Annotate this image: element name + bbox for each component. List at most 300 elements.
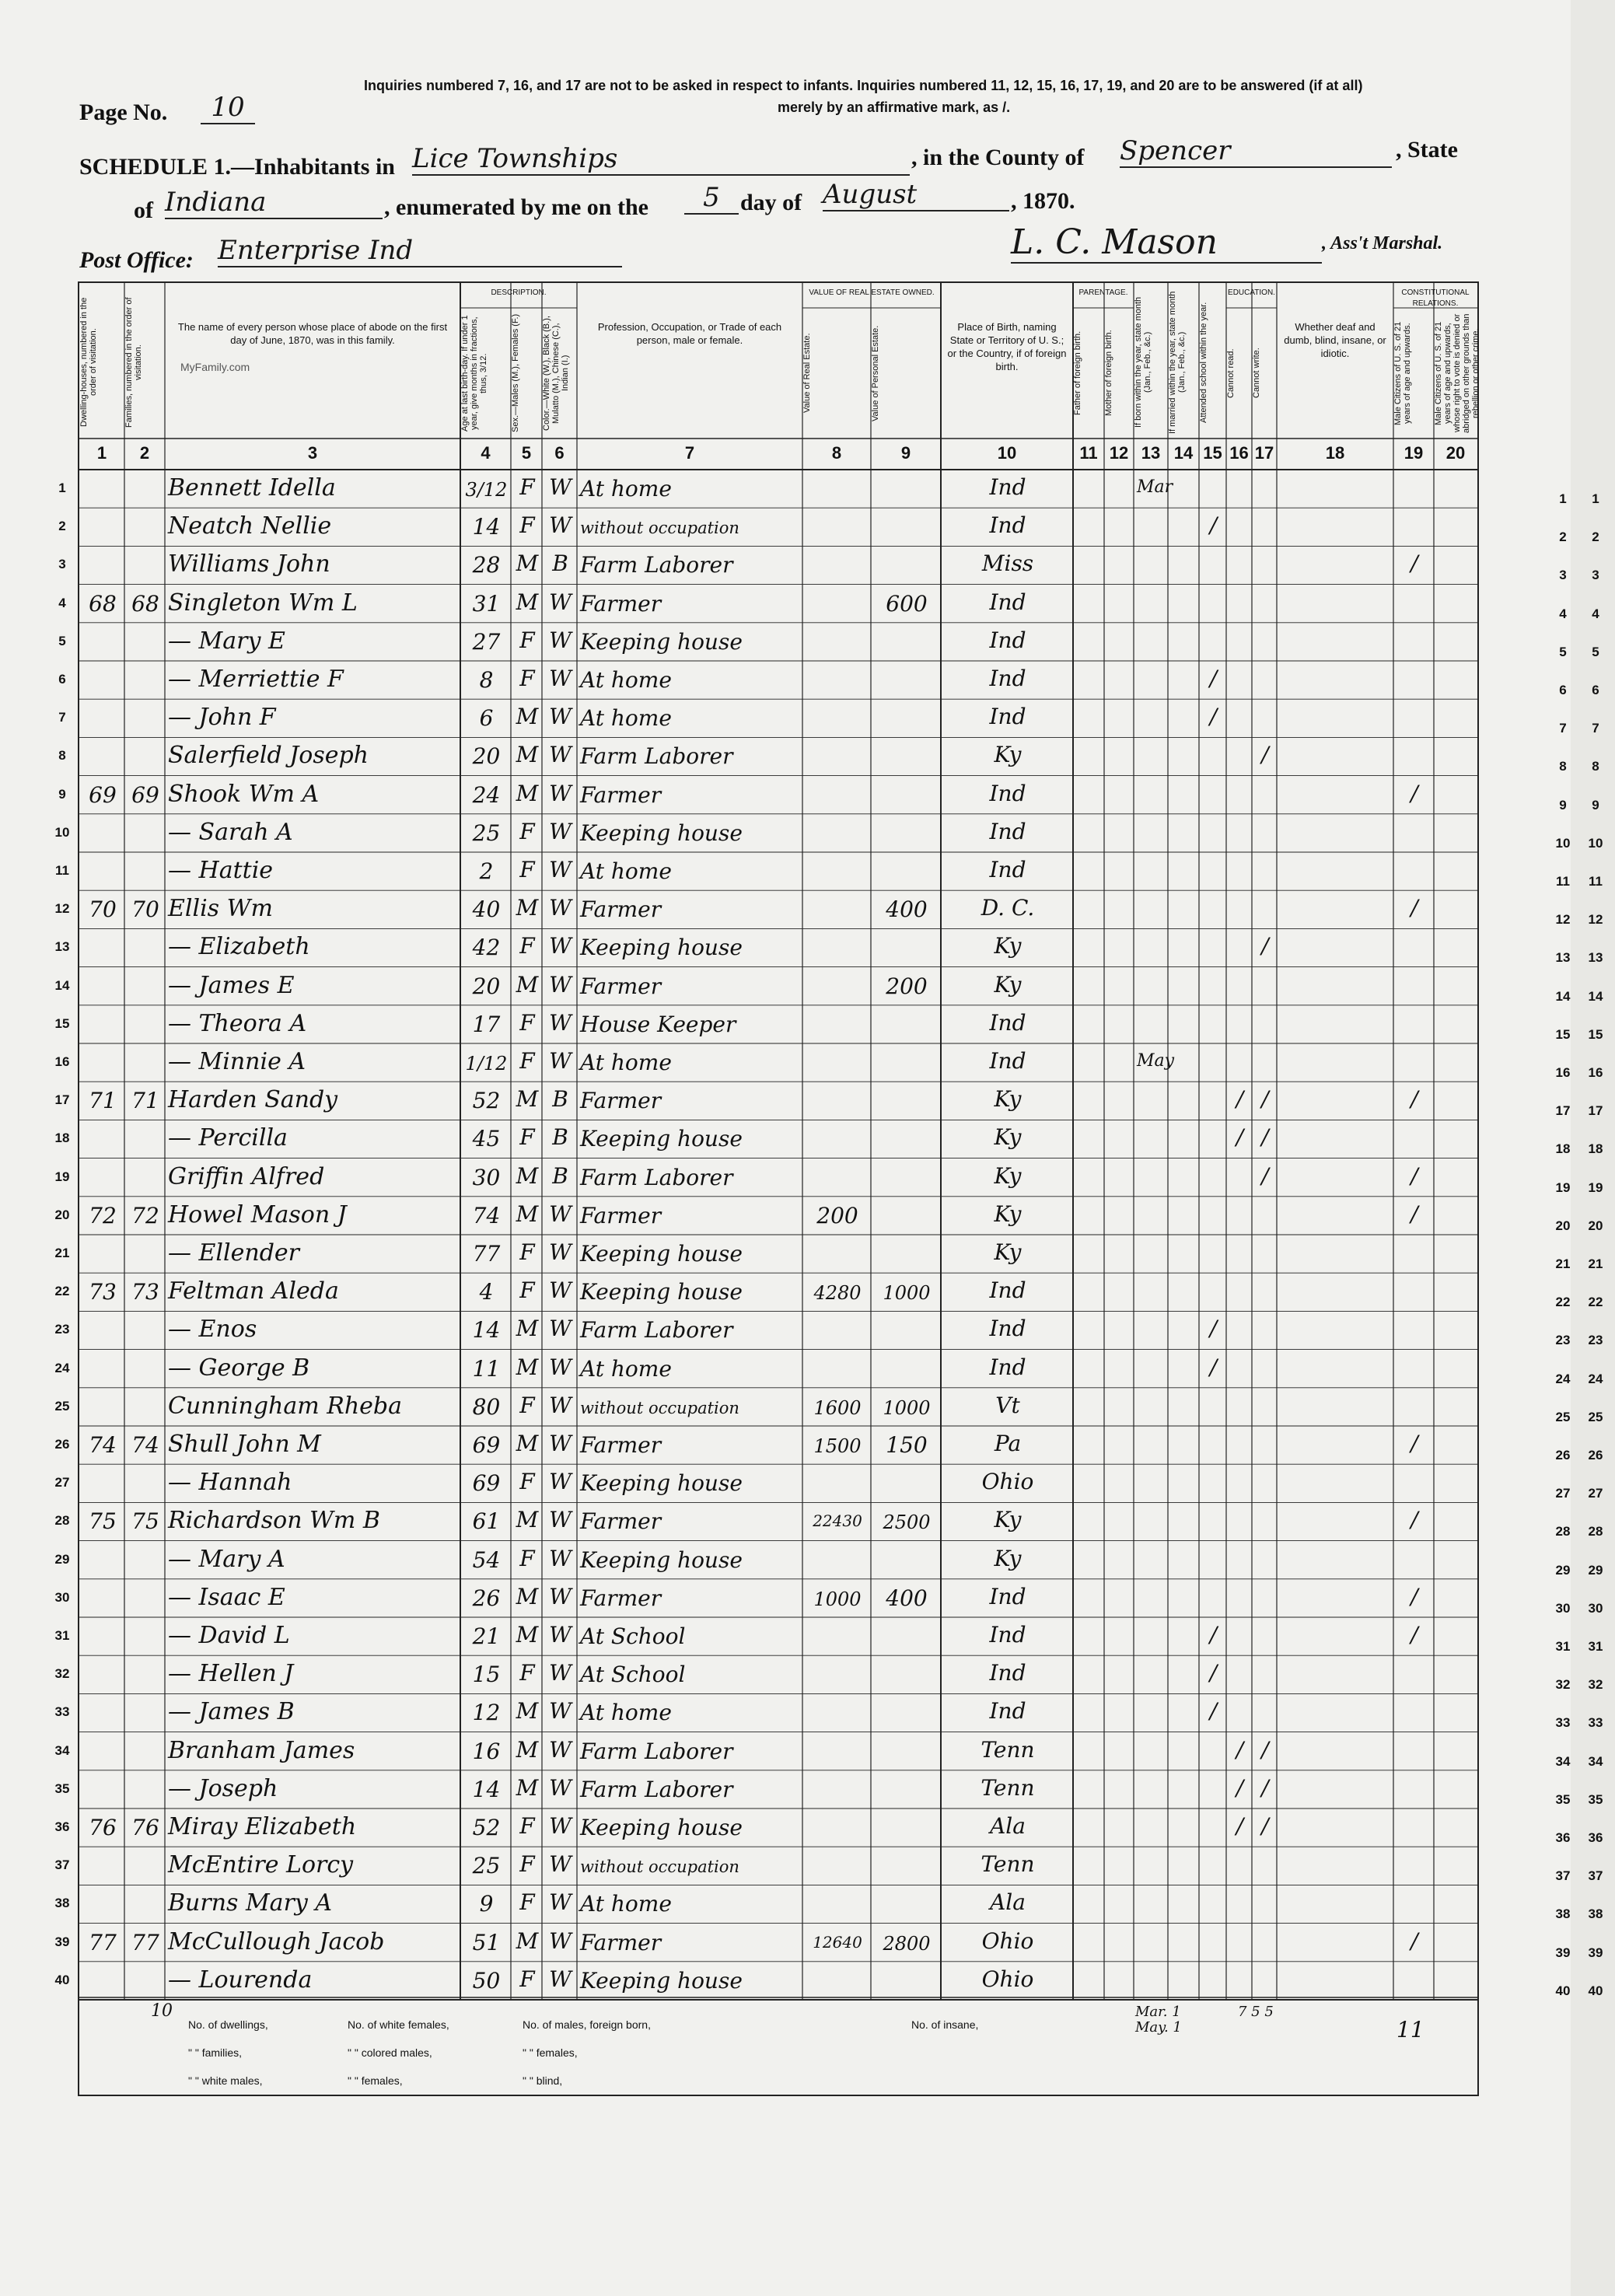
column-header-15: Attended school within the year.: [1199, 302, 1208, 423]
personal-estate-value: 400: [886, 1585, 928, 1611]
left-line-number: 18: [54, 1131, 70, 1146]
person-name: Salerfield Joseph: [168, 742, 369, 770]
person-name: Harden Sandy: [168, 1086, 338, 1114]
footer-tally-19: 11: [1397, 2017, 1424, 2043]
age: 52: [472, 1088, 501, 1114]
post-office-value: Enterprise Ind: [218, 235, 622, 267]
age: 80: [472, 1393, 501, 1420]
cannot-write: /: [1261, 1162, 1269, 1189]
sex: M: [516, 1162, 539, 1189]
family-number: 74: [131, 1432, 159, 1458]
age: 21: [472, 1623, 501, 1649]
age: 54: [472, 1546, 501, 1573]
color: B: [552, 1086, 568, 1113]
group-header-value-real-estate: VALUE OF REAL ESTATE OWNED.: [809, 288, 935, 297]
color: W: [549, 589, 572, 615]
age: 4: [479, 1279, 494, 1305]
right-line-number-b: 19: [1588, 1179, 1603, 1195]
right-line-number-a: 16: [1555, 1065, 1571, 1080]
cannot-read: /: [1236, 1124, 1244, 1151]
right-line-number-b: 37: [1588, 1868, 1603, 1884]
cannot-write: /: [1261, 1774, 1269, 1801]
age: 9: [479, 1891, 494, 1917]
color: W: [549, 1009, 572, 1036]
right-line-number-a: 10: [1555, 835, 1571, 851]
column-number-9: 9: [900, 443, 911, 463]
right-line-number-a: 12: [1555, 912, 1571, 928]
color: W: [549, 1392, 572, 1418]
column-header-4: Age at last birth-day. If under 1 year, give months in fractions, thus, 3/12.: [460, 315, 488, 432]
occupation: At home: [580, 1355, 672, 1382]
occupation: At home: [580, 858, 672, 884]
occupation: Farmer: [580, 1585, 662, 1611]
age: 69: [472, 1470, 501, 1497]
birthplace: Ohio: [981, 1927, 1034, 1954]
personal-estate-value: 1000: [883, 1282, 931, 1305]
age: 45: [472, 1126, 501, 1152]
right-line-number-a: 13: [1555, 950, 1571, 966]
birthplace: Ind: [989, 512, 1026, 539]
left-line-number: 37: [54, 1857, 70, 1873]
color: W: [549, 780, 572, 806]
age: 26: [472, 1585, 501, 1611]
right-line-number-b: 5: [1592, 644, 1599, 659]
birthplace: Ky: [994, 1507, 1022, 1533]
month-value: August: [823, 179, 1009, 211]
right-line-number-b: 17: [1588, 1103, 1603, 1119]
occupation: Keeping house: [580, 1967, 743, 1994]
right-line-number-a: 20: [1555, 1218, 1571, 1233]
column-number-14: 14: [1173, 443, 1194, 463]
right-line-number-a: 26: [1555, 1448, 1571, 1463]
occupation: Farmer: [580, 896, 662, 923]
column-number-20: 20: [1445, 443, 1466, 463]
column-number-2: 2: [139, 443, 150, 463]
left-line-number: 34: [54, 1742, 70, 1758]
footer-colored-females: " " females,: [348, 2074, 403, 2087]
person-name: McEntire Lorcy: [168, 1851, 354, 1879]
personal-estate-value: 400: [886, 896, 928, 923]
right-line-number-b: 20: [1588, 1218, 1603, 1233]
birthplace: Ind: [989, 1583, 1026, 1609]
person-name: — Elizabeth: [168, 933, 310, 961]
sex: F: [519, 1124, 535, 1151]
footer-white-males: " " white males,: [188, 2074, 263, 2087]
dwelling-number: 68: [89, 590, 117, 617]
column-number-8: 8: [831, 443, 842, 463]
male-citizen-21: /: [1411, 780, 1418, 806]
person-name: Howel Mason J: [168, 1200, 347, 1228]
dwelling-number: 74: [89, 1432, 117, 1458]
column-number-18: 18: [1325, 443, 1345, 463]
day-value: 5: [684, 182, 739, 215]
right-line-number-b: 18: [1588, 1141, 1603, 1157]
birthplace: Ky: [994, 1162, 1022, 1189]
color: B: [552, 1124, 568, 1151]
sex: F: [519, 857, 535, 882]
right-line-number-b: 31: [1588, 1639, 1603, 1654]
person-name: Shull John M: [168, 1431, 321, 1458]
sex: M: [516, 1927, 539, 1954]
column-number-4: 4: [481, 443, 491, 463]
color: W: [549, 1354, 572, 1380]
occupation: At home: [580, 476, 672, 501]
sex: F: [519, 1009, 535, 1036]
color: W: [549, 1927, 572, 1954]
person-name: — Isaac E: [168, 1583, 285, 1611]
right-line-number-a: 2: [1559, 529, 1567, 545]
county-value: Spencer: [1120, 135, 1392, 168]
occupation: Farmer: [580, 973, 662, 999]
sex: M: [516, 1583, 539, 1609]
column-header-20: Male Citizens of U. S. of 21 years of age and upwards, whose right to vote is denied or abridged on other grounds than rebellion or other crime.: [1434, 313, 1480, 433]
occupation: Keeping house: [580, 820, 743, 846]
right-line-number-a: 40: [1555, 1983, 1571, 1998]
male-citizen-21: /: [1411, 1162, 1418, 1189]
column-header-3: The name of every person whose place of abode on the first day of June, 1870, was in this family.: [177, 321, 448, 346]
column-number-7: 7: [684, 443, 695, 463]
occupation: without occupation: [580, 519, 739, 538]
occupation: Farm Laborer: [580, 743, 733, 770]
color: W: [549, 742, 572, 768]
footer-tally-left: 10: [151, 2001, 173, 2021]
sex: F: [519, 1239, 535, 1265]
left-line-number: 28: [54, 1513, 70, 1529]
right-line-number-a: 11: [1556, 874, 1570, 889]
color: W: [549, 1583, 572, 1609]
right-line-number-b: 2: [1592, 529, 1599, 545]
column-number-15: 15: [1203, 443, 1222, 463]
right-line-number-b: 22: [1588, 1295, 1603, 1310]
family-number: 75: [131, 1508, 159, 1535]
age: 14: [472, 1776, 501, 1802]
post-office-label: Post Office:: [79, 247, 194, 273]
right-line-number-a: 23: [1555, 1333, 1571, 1348]
occupation: without occupation: [580, 1857, 739, 1877]
left-line-number: 32: [54, 1666, 70, 1682]
birthplace: Ky: [994, 1200, 1022, 1227]
footer-females: " " females,: [523, 2046, 578, 2059]
family-number: 77: [131, 1929, 159, 1955]
left-line-number: 4: [58, 595, 66, 610]
color: W: [549, 1545, 572, 1571]
sex: M: [516, 589, 539, 615]
color: W: [549, 1239, 572, 1265]
person-name: — Sarah A: [168, 818, 293, 846]
column-number-11: 11: [1079, 443, 1098, 463]
male-citizen-21: /: [1411, 1200, 1418, 1227]
family-number: 69: [131, 781, 159, 808]
footer-tally-15: 7 5 5: [1238, 2004, 1274, 2020]
color: W: [549, 1889, 572, 1916]
column-header-16: Cannot read.: [1226, 348, 1236, 398]
footer-tally-13: Mar. 1 May. 1: [1135, 2004, 1182, 2036]
age: 6: [479, 705, 494, 732]
left-line-number: 19: [54, 1169, 70, 1184]
right-margin-line-numbers: [1555, 0, 1615, 2296]
occupation: Keeping house: [580, 628, 743, 655]
right-line-number-a: 31: [1555, 1639, 1571, 1654]
age: 50: [472, 1967, 501, 1994]
right-line-number-b: 12: [1588, 912, 1603, 928]
right-line-number-a: 24: [1555, 1371, 1571, 1386]
person-name: — Enos: [168, 1316, 257, 1344]
column-header-17: Cannot write.: [1252, 348, 1261, 399]
right-line-number-a: 25: [1555, 1409, 1571, 1424]
birthplace: Ky: [994, 1545, 1022, 1571]
left-line-number: 24: [54, 1360, 70, 1375]
column-header-19: Male Citizens of U. S. of 21 years of age and upwards.: [1393, 321, 1412, 425]
real-estate-value: 22430: [813, 1511, 862, 1531]
person-name: — Hattie: [168, 857, 274, 884]
born-within-year: Mar: [1137, 477, 1173, 497]
column-header-2: Families, numbered in the order of visitation.: [124, 297, 143, 428]
marshal-signature: L. C. Mason: [1011, 222, 1322, 264]
sex: F: [519, 1889, 535, 1916]
year-value: , 1870.: [1011, 188, 1075, 214]
person-name: Cunningham Rheba: [168, 1392, 402, 1420]
birthplace: Ind: [989, 1277, 1026, 1304]
right-line-number-b: 3: [1592, 568, 1599, 583]
birthplace: Ind: [989, 1622, 1026, 1648]
occupation: Keeping house: [580, 1815, 743, 1840]
age: 24: [472, 781, 501, 808]
male-citizen-21: /: [1411, 895, 1418, 921]
sex: M: [516, 895, 539, 921]
person-name: — Hannah: [168, 1469, 292, 1497]
column-header-9: Value of Personal Estate.: [871, 325, 880, 421]
family-number: 76: [131, 1815, 159, 1840]
color: W: [549, 1774, 572, 1801]
page-number: 10: [201, 92, 255, 124]
column-number-3: 3: [307, 443, 318, 463]
right-line-number-b: 10: [1588, 835, 1603, 851]
right-line-number-a: 36: [1555, 1830, 1571, 1845]
cannot-write: /: [1261, 1124, 1269, 1151]
person-name: — Theora A: [168, 1009, 307, 1037]
column-number-12: 12: [1109, 443, 1129, 463]
right-line-number-b: 6: [1592, 683, 1599, 697]
cannot-read: /: [1236, 1774, 1244, 1801]
right-line-number-a: 30: [1555, 1600, 1571, 1616]
footer-insane: No. of insane,: [911, 2018, 979, 2031]
birthplace: Ky: [994, 1124, 1022, 1151]
sex: F: [519, 1048, 535, 1074]
age: 20: [472, 743, 501, 770]
right-line-number-b: 33: [1588, 1715, 1603, 1731]
column-header-5: Sex.—Males (M.), Females (F.): [511, 313, 520, 433]
age: 3/12: [465, 479, 508, 501]
birthplace: Ohio: [981, 1469, 1034, 1495]
group-header-description: DESCRIPTION.: [491, 288, 547, 297]
male-citizen-21: /: [1411, 1431, 1418, 1456]
dwelling-number: 70: [89, 896, 117, 923]
birthplace: Ind: [989, 1009, 1026, 1036]
right-line-number-b: 15: [1588, 1026, 1603, 1042]
color: W: [549, 818, 572, 844]
left-line-number: 2: [58, 519, 66, 534]
left-line-number: 27: [54, 1475, 70, 1490]
right-line-number-a: 39: [1555, 1945, 1571, 1960]
male-citizen-21: /: [1411, 1507, 1418, 1533]
personal-estate-value: 2800: [883, 1932, 931, 1955]
dwelling-number: 73: [89, 1279, 117, 1305]
birthplace: Ind: [989, 818, 1026, 844]
right-line-number-a: 18: [1555, 1141, 1571, 1157]
occupation: At School: [580, 1662, 686, 1688]
birthplace: Ala: [990, 1813, 1026, 1839]
family-number: 72: [131, 1202, 159, 1228]
sex: M: [516, 1622, 539, 1648]
sex: F: [519, 1966, 535, 1992]
personal-estate-value: 200: [886, 973, 928, 999]
group-header-constitutional: CONSTITUTIONAL RELATIONS.: [1401, 288, 1470, 308]
person-name: — Mary A: [168, 1545, 285, 1573]
sex: M: [516, 742, 539, 768]
column-header-12: Mother of foreign birth.: [1104, 330, 1113, 417]
person-name: Shook Wm A: [168, 780, 320, 808]
person-name: — Minnie A: [168, 1048, 306, 1075]
census-table: [78, 281, 1479, 2096]
attended-school: /: [1209, 1622, 1218, 1648]
left-line-number: 8: [58, 748, 66, 764]
attended-school: /: [1209, 666, 1218, 691]
column-header-14: If married within the year, state month (Jan., Feb., &c.): [1168, 291, 1187, 434]
right-line-number-a: 35: [1555, 1791, 1571, 1807]
sex: M: [516, 1354, 539, 1380]
person-name: Singleton Wm L: [168, 589, 358, 617]
age: 25: [472, 1853, 501, 1879]
person-name: Neatch Nellie: [168, 512, 332, 540]
sex: M: [516, 971, 539, 998]
right-line-number-a: 1: [1559, 491, 1567, 506]
birthplace: Ind: [989, 780, 1026, 806]
right-line-number-a: 29: [1555, 1562, 1571, 1578]
right-line-number-a: 5: [1559, 644, 1567, 659]
born-within-year: May: [1137, 1051, 1175, 1071]
left-line-number: 20: [54, 1207, 70, 1222]
attended-school: /: [1209, 1354, 1218, 1380]
column-number-13: 13: [1141, 443, 1161, 463]
person-name: Feltman Aleda: [168, 1277, 339, 1305]
personal-estate-value: 150: [886, 1432, 928, 1458]
sex: M: [516, 550, 539, 577]
enumerated-label: , enumerated by me on the: [384, 194, 648, 220]
birthplace: D. C.: [981, 895, 1035, 921]
right-line-number-b: 38: [1588, 1906, 1603, 1922]
age: 52: [472, 1815, 501, 1840]
sex: M: [516, 780, 539, 806]
family-number: 68: [131, 590, 159, 617]
occupation: Farm Laborer: [580, 1317, 733, 1344]
birthplace: Ky: [994, 933, 1022, 959]
sex: M: [516, 1316, 539, 1342]
real-estate-value: 200: [816, 1202, 858, 1228]
right-line-number-a: 6: [1559, 683, 1567, 697]
occupation: House Keeper: [580, 1011, 736, 1037]
age: 30: [472, 1164, 501, 1190]
left-line-number: 17: [54, 1092, 70, 1108]
sex: F: [519, 627, 535, 653]
right-line-number-b: 16: [1588, 1065, 1603, 1080]
birthplace: Vt: [995, 1392, 1020, 1418]
sex: F: [519, 666, 535, 691]
person-name: — Ellender: [168, 1239, 299, 1267]
color: W: [549, 1469, 572, 1495]
right-line-number-b: 13: [1588, 950, 1603, 966]
age: 14: [472, 514, 501, 540]
column-header-8: Value of Real Estate.: [802, 333, 812, 414]
left-line-number: 6: [58, 672, 66, 687]
footer-males-foreign: No. of males, foreign born,: [523, 2018, 651, 2031]
left-line-number: 12: [54, 901, 70, 917]
left-line-number: 30: [54, 1589, 70, 1605]
left-line-number: 13: [54, 939, 70, 955]
right-line-number-a: 33: [1555, 1715, 1571, 1731]
column-number-5: 5: [521, 443, 532, 463]
right-line-number-a: 22: [1555, 1295, 1571, 1310]
right-line-number-b: 30: [1588, 1600, 1603, 1616]
instructions-line-1: Inquiries numbered 7, 16, and 17 are not to be asked in respect to infants. Inquiries numbered 11, 12, 15, 16, 17, 19, and 20 are to be answered (if at all): [364, 78, 1363, 93]
right-line-number-b: 32: [1588, 1677, 1603, 1693]
of-label: of: [134, 197, 153, 223]
sex: F: [519, 933, 535, 959]
color: B: [552, 550, 568, 577]
age: 40: [472, 896, 501, 923]
right-line-number-b: 11: [1589, 874, 1603, 889]
occupation: Farmer: [580, 1508, 662, 1535]
birthplace: Ind: [989, 666, 1026, 691]
column-number-16: 16: [1229, 443, 1249, 463]
occupation: Farmer: [580, 781, 662, 808]
family-number: 70: [131, 896, 159, 923]
occupation: Farm Laborer: [580, 1164, 733, 1190]
color: W: [549, 1966, 572, 1992]
dwelling-number: 76: [89, 1815, 117, 1840]
birthplace: Ind: [989, 857, 1026, 882]
right-line-number-b: 28: [1588, 1524, 1603, 1539]
right-line-number-b: 4: [1592, 606, 1599, 621]
male-citizen-21: /: [1411, 1927, 1418, 1954]
birthplace: Ind: [989, 1698, 1026, 1725]
age: 77: [472, 1241, 501, 1267]
left-line-number: 39: [54, 1934, 70, 1949]
state-label: , State: [1396, 137, 1458, 163]
occupation: Farmer: [580, 590, 662, 617]
right-line-number-a: 3: [1559, 568, 1567, 583]
occupation: Keeping house: [580, 1546, 743, 1573]
sex: M: [516, 1431, 539, 1456]
color: W: [549, 512, 572, 539]
sex: M: [516, 1200, 539, 1227]
occupation: Keeping house: [580, 1126, 743, 1152]
column-number-1: 1: [96, 443, 107, 463]
sex: M: [516, 1736, 539, 1763]
age: 31: [472, 590, 501, 617]
occupation: Farmer: [580, 1929, 662, 1955]
left-line-number: 25: [54, 1398, 70, 1414]
right-line-number-b: 8: [1592, 759, 1599, 774]
occupation: Farmer: [580, 1202, 662, 1228]
person-name: — Merriettie F: [168, 666, 344, 693]
right-line-number-b: 40: [1588, 1983, 1603, 1998]
occupation: At home: [580, 705, 672, 732]
column-number-19: 19: [1404, 443, 1424, 463]
left-line-number: 35: [54, 1781, 70, 1796]
right-line-number-a: 4: [1559, 606, 1567, 621]
township-value: Lice Townships: [412, 143, 910, 176]
right-line-number-a: 17: [1555, 1103, 1571, 1119]
